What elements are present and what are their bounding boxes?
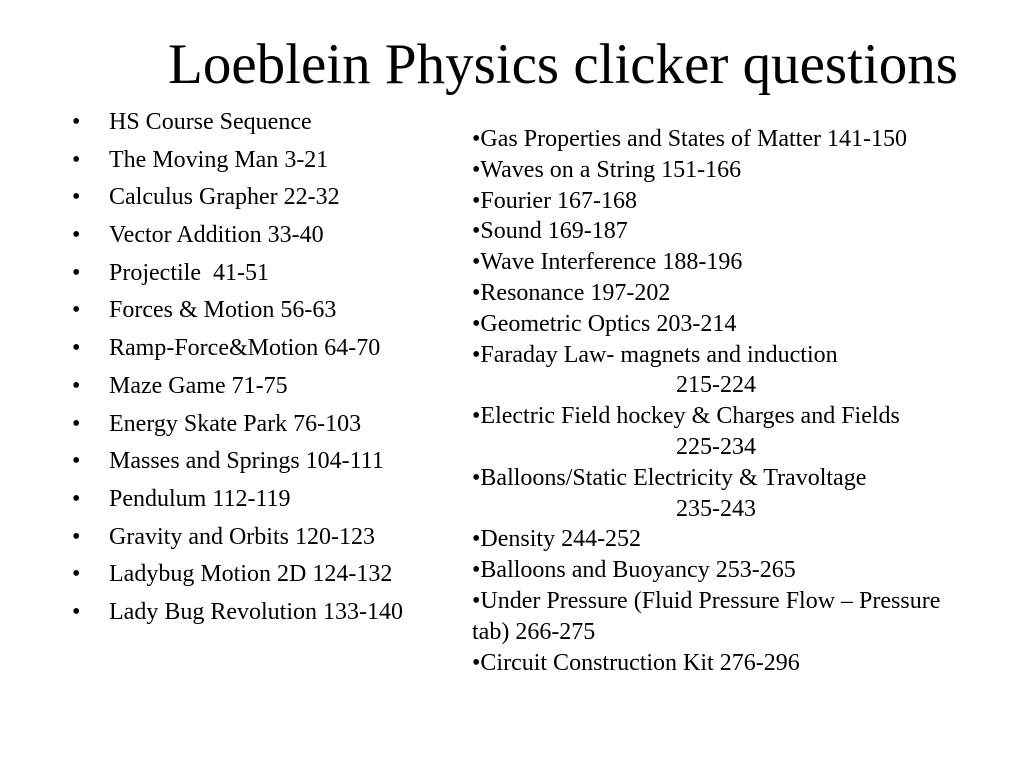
list-item: •Under Pressure (Fluid Pressure Flow – Pressure (472, 587, 941, 614)
list-item: •Faraday Law- magnets and induction (472, 341, 838, 368)
bullet-icon: • (72, 448, 81, 475)
right-bullet-list (472, 124, 940, 678)
list-item-continuation: 225-234 (676, 433, 756, 460)
list-item: •Balloons and Buoyancy 253-265 (472, 557, 796, 584)
list-item-continuation: tab) 266-275 (472, 618, 596, 645)
list-item (72, 104, 403, 142)
list-item-label: Ramp-Force&Motion 64-70 (109, 335, 381, 362)
list-item-label: Forces & Motion 56-63 (109, 297, 337, 324)
slide-title: Loeblein Physics clicker questions (168, 33, 958, 96)
left-bullet-list (72, 104, 403, 632)
list-item (72, 368, 403, 406)
list-item (72, 519, 403, 557)
list-item-continuation: 235-243 (676, 495, 756, 522)
bullet-icon: • (72, 259, 81, 286)
list-item (72, 142, 403, 180)
list-item: •Geometric Optics 203-214 (472, 310, 737, 337)
bullet-icon: • (72, 222, 81, 249)
list-item (72, 255, 403, 293)
list-item (72, 292, 403, 330)
bullet-icon: • (72, 297, 81, 324)
list-item (72, 330, 403, 368)
list-item: •Balloons/Static Electricity & Travoltage (472, 464, 867, 491)
bullet-icon: • (72, 561, 81, 588)
list-item (72, 556, 403, 594)
list-item-label: Projectile 41-51 (109, 259, 269, 286)
list-item (72, 179, 403, 217)
list-item (72, 443, 403, 481)
list-item: •Wave Interference 188-196 (472, 249, 743, 276)
list-item-label: The Moving Man 3-21 (109, 146, 329, 173)
bullet-icon: • (72, 598, 81, 625)
list-item: •Sound 169-187 (472, 218, 628, 245)
list-item-label: Ladybug Motion 2D 124-132 (109, 561, 393, 588)
list-item-label: Calculus Grapher 22-32 (109, 184, 340, 211)
list-item (72, 406, 403, 444)
list-item: •Density 244-252 (472, 526, 642, 553)
list-item-continuation: 215-224 (676, 372, 756, 399)
list-item-label: Vector Addition 33-40 (109, 222, 324, 249)
list-item: •Waves on a String 151-166 (472, 156, 742, 183)
bullet-icon: • (72, 184, 81, 211)
list-item: •Resonance 197-202 (472, 279, 671, 306)
bullet-icon: • (72, 523, 81, 550)
list-item-label: Energy Skate Park 76-103 (109, 410, 362, 437)
list-item: •Electric Field hockey & Charges and Fields (472, 403, 900, 430)
list-item: •Gas Properties and States of Matter 141-150 (472, 126, 907, 152)
bullet-icon: • (72, 410, 81, 437)
list-item-label: Masses and Springs 104-111 (109, 448, 384, 475)
list-item: •Circuit Construction Kit 276-296 (472, 649, 800, 676)
bullet-icon: • (72, 485, 81, 512)
list-item (72, 481, 403, 519)
list-item (72, 594, 403, 632)
bullet-icon: • (72, 146, 81, 173)
list-item-label: Pendulum 112-119 (109, 485, 291, 512)
list-item-label: Gravity and Orbits 120-123 (109, 523, 375, 550)
bullet-icon: • (72, 335, 81, 362)
list-item (72, 217, 403, 255)
bullet-icon: • (72, 372, 81, 399)
list-item-label: HS Course Sequence (109, 109, 312, 135)
list-item-label: Lady Bug Revolution 133-140 (109, 598, 403, 625)
bullet-icon: • (72, 109, 81, 135)
list-item: •Fourier 167-168 (472, 187, 638, 214)
list-item-label: Maze Game 71-75 (109, 372, 288, 399)
